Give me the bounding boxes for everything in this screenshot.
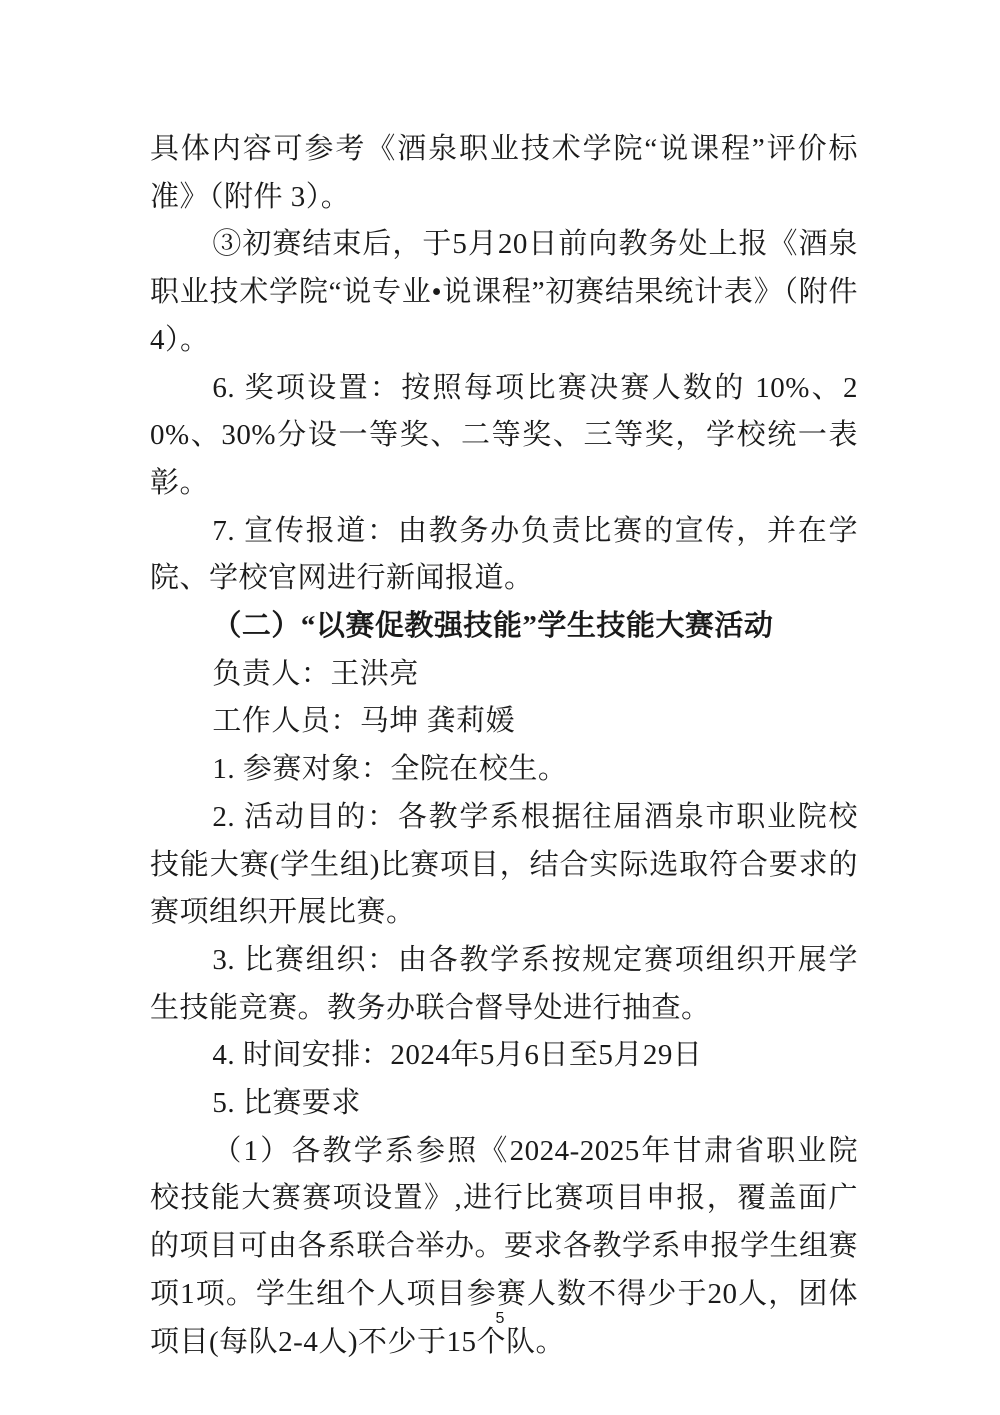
section-heading-2: （二）“以赛促教强技能”学生技能大赛活动 — [212, 610, 774, 643]
body-paragraph-participants: 1. 参赛对象：全院在校生。 — [212, 753, 568, 786]
body-paragraph-organization: 3. 比赛组织：由各教学系按规定赛项组织开展学生技能竞赛。教务办联合督导处进行抽查。 — [150, 943, 858, 1024]
body-paragraph-awards: 6. 奖项设置：按照每项比赛决赛人数的 10%、20%、30%分设一等奖、二等奖、三等奖，学校统一表彰。 — [150, 371, 858, 499]
page-number: 5 — [495, 1310, 505, 1327]
body-paragraph-publicity: 7. 宣传报道：由教务办负责比赛的宣传，并在学院、学校官网进行新闻报道。 — [150, 514, 858, 595]
body-paragraph-continuation: 具体内容可参考《酒泉职业技术学院“说课程”评价标准》（附件 3）。 — [150, 133, 858, 213]
body-paragraph-purpose: 2. 活动目的：各教学系根据往届酒泉市职业院校技能大赛(学生组)比赛项目，结合实际选取符合要求的赛项组织开展比赛。 — [150, 800, 858, 929]
body-paragraph-step3: ③初赛结束后，于5月20日前向教务处上报《酒泉职业技术学院“说专业•说课程”初赛结果统计表》（附件4）。 — [150, 228, 858, 356]
body-paragraph-staff: 工作人员：马坤 龚莉媛 — [212, 705, 516, 738]
page-footer — [0, 1310, 1000, 1328]
body-paragraph-schedule: 4. 时间安排：2024年5月6日至5月29日 — [212, 1039, 703, 1072]
document-body — [150, 126, 858, 1366]
body-paragraph-requirements: 5. 比赛要求 — [212, 1087, 361, 1120]
body-paragraph-leader: 负责人：王洪亮 — [212, 657, 419, 690]
body-paragraph-requirement-1: （1）各教学系参照《2024-2025年甘肃省职业院校技能大赛赛项设置》,进行比赛项目申报，覆盖面广的项目可由各系联合举办。要求各教学系申报学生组赛项1项。学生组个人项目参赛人数不得少于20人，团体项目(每队2-4人)不少于15个队。 — [150, 1134, 859, 1358]
